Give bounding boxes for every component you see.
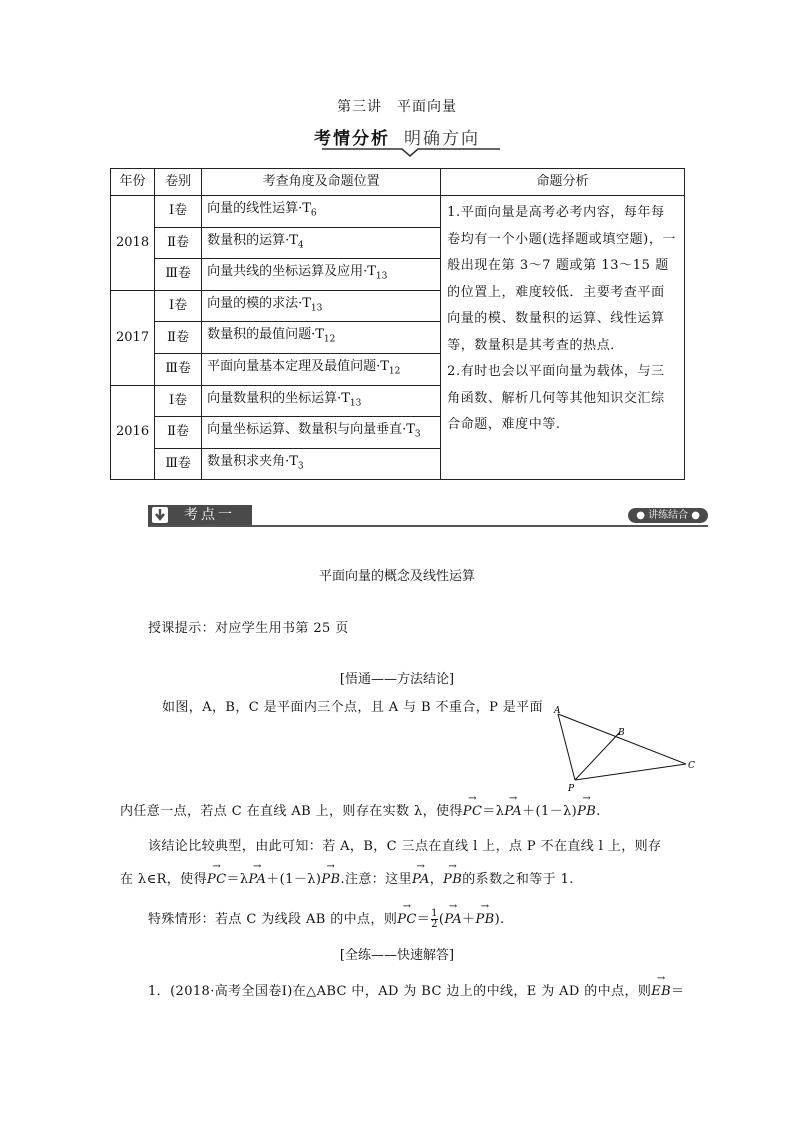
th-topic: 考查角度及命题位置 (202, 169, 441, 196)
section-title: 平面向量的概念及线性运算 (318, 569, 475, 584)
volume-cell: Ⅰ卷 (155, 196, 202, 228)
th-analysis: 命题分析 (441, 169, 685, 196)
volume-cell: Ⅲ卷 (155, 448, 202, 480)
topic-cell: 数量积求夹角$\cdot T_3$ (202, 448, 441, 480)
banner-main: 考情分析 (314, 129, 390, 149)
section-header-bar (148, 505, 708, 527)
volume-cell: Ⅱ卷 (155, 417, 202, 449)
analysis-cell (441, 196, 685, 480)
topic-cell: 平面向量基本定理及最值问题$\cdot T_{12}$ (202, 353, 441, 385)
topic-cell: 向量坐标运算、数量积与向量垂直$\cdot T_3$ (202, 417, 441, 449)
volume-cell: Ⅰ卷 (155, 385, 202, 417)
practice-tag: ● 讲练结合 ● (628, 508, 708, 523)
topic-cell: 数量积的最值问题$\cdot T_{12}$ (202, 322, 441, 354)
vector-pa: → PA (504, 804, 522, 819)
banner-underline-icon (322, 147, 502, 157)
section-divider (148, 525, 708, 527)
line-pb (575, 732, 620, 780)
banner-sub: 明确方向 (404, 129, 480, 149)
triangle-figure (550, 702, 700, 794)
fraction-half: $\frac{1}{2}$ (431, 908, 438, 930)
down-arrow-icon (152, 507, 168, 523)
line-pc (575, 764, 686, 780)
lecture-title: 第三讲 平面向量 (337, 99, 457, 115)
topic-cell: 向量数量积的坐标运算$\cdot T_{13}$ (202, 385, 441, 417)
vector-pb: → PB (476, 912, 495, 927)
vector-pa: → PA (444, 912, 462, 927)
analysis-point-1: 1.平面向量是高考必考内容，每年每卷均有一个小题(选择题或填空题)，一般出现在第 3～7 题或第 13～15 题的位置上，难度较低．主要考查平面向量的模、数量积的运算、线性运算等，数量积是其考查的热点． (447, 205, 677, 353)
point-label: B (618, 728, 625, 738)
topic-cell: 向量的模的求法$\cdot T_{13}$ (202, 290, 441, 322)
paragraph-line: 该结论比较典型，由此可知：若 A，B，C 三点在直线 l 上，点 P 不在直线 l 上，则存 (148, 839, 662, 854)
question-1: 1．(2018·高考全国卷Ⅰ)在△ABC 中，AD 为 BC 边上的中线，E 为 AD 的中点，则→ EB＝ (148, 980, 685, 999)
th-volume: 卷别 (155, 169, 202, 196)
th-year: 年份 (111, 169, 155, 196)
volume-cell: Ⅲ卷 (155, 353, 202, 385)
exam-analysis-table (110, 168, 685, 480)
vector-pc: → PC (397, 912, 417, 927)
topic-cell: 向量的线性运算$\cdot T_6$ (202, 196, 441, 228)
section-banner (0, 124, 794, 149)
point-label: P (568, 784, 575, 794)
vector-eb: → EB (651, 984, 671, 999)
vector-pb: → PB (577, 804, 596, 819)
year-cell: 2016 (111, 385, 155, 480)
topic-cell: 数量积的运算$\cdot T_4$ (202, 227, 441, 259)
paragraph-line: 内任意一点，若点 C 在直线 AB 上，则存在实数 λ，使得→ PC＝λ→ PA＋(1－λ)→ PB. (120, 800, 601, 819)
vector-pb: → PB (321, 872, 340, 887)
paragraph-line: 特殊情形：若点 C 为线段 AB 的中点，则→ PC＝ $\frac{1}{2}$ (→ PA＋→ PB). (148, 908, 505, 930)
subheading-practice: [全练——快速解答] (339, 948, 455, 963)
topic-cell: 向量共线的坐标运算及应用$\cdot T_{13}$ (202, 259, 441, 291)
volume-cell: Ⅰ卷 (155, 290, 202, 322)
line-ac (558, 714, 686, 764)
year-cell: 2018 (111, 196, 155, 291)
section-tag (148, 505, 252, 525)
point-label: A (554, 706, 561, 716)
paragraph-line: 如图，A，B，C 是平面内三个点，且 A 与 B 不重合，P 是平面 (162, 700, 543, 715)
volume-cell: Ⅲ卷 (155, 259, 202, 291)
analysis-point-2: 2.有时也会以平面向量为载体，与三角函数、解析几何等其他知识交汇综合命题，难度中等. (447, 364, 665, 432)
vector-pc: → PC (463, 804, 483, 819)
vector-pa: → PA (249, 872, 267, 887)
lesson-hint: 授课提示：对应学生用书第 25 页 (148, 621, 349, 636)
point-label: C (688, 761, 695, 771)
vector-pb: → PB (443, 872, 462, 887)
line-ap (558, 714, 575, 780)
vector-pc: → PC (207, 872, 227, 887)
subheading-methods: [悟通——方法结论] (339, 672, 455, 687)
vector-pa: → PA (412, 872, 430, 887)
paragraph-line: 在 λ∈R，使得→ PC＝λ→ PA＋(1－λ)→ PB.注意：这里→ PA，→ PB的系数之和等于 1. (120, 868, 574, 887)
volume-cell: Ⅱ卷 (155, 227, 202, 259)
table-header-row (111, 169, 685, 196)
table-row (111, 196, 685, 228)
volume-cell: Ⅱ卷 (155, 322, 202, 354)
year-cell: 2017 (111, 290, 155, 385)
section-tag-label: 考点一 (184, 507, 235, 523)
